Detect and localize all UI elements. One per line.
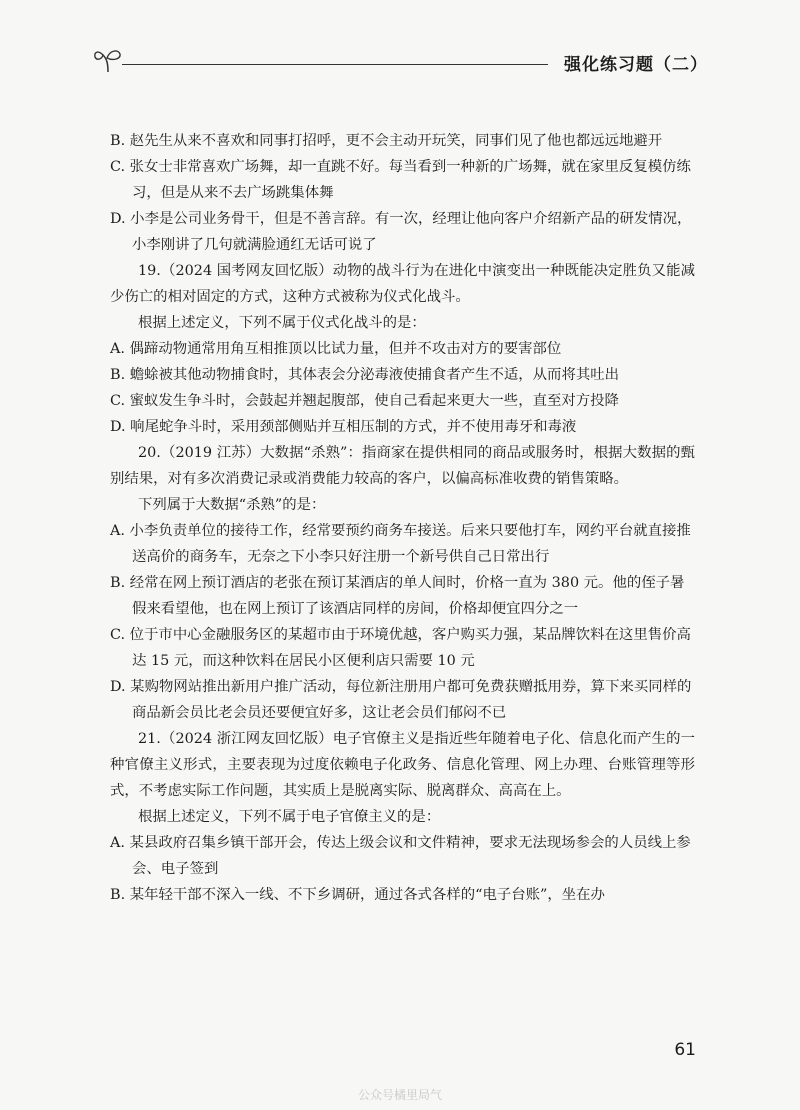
section-title: 强化练习题（二） (564, 55, 708, 75)
answer-option: B. 某年轻干部不深入一线、不下乡调研，通过各式各样的“电子台账”，坐在办 (110, 887, 605, 903)
answer-option: B. 赵先生从来不喜欢和同事打招呼，更不会主动开玩笑，同事们见了他也都远远地避开 (110, 133, 663, 149)
question-paragraph: 根据上述定义，下列不属于仪式化战斗的是： (138, 315, 426, 331)
answer-option: A. 小李负责单位的接待工作，经常要预约商务车接送。后来只要他打车，网约平台就直接推送高价的商务车，无奈之下小李只好注册一个新号供自己日常出行 (110, 523, 691, 565)
answer-option: D. 某购物网站推出新用户推广活动，每位新注册用户都可免费获赠抵用券，算下来买同样的商品新会员比老会员还要便宜好多，这让老会员们郁闷不已 (110, 679, 692, 721)
answer-option: B. 经常在网上预订酒店的老张在预订某酒店的单人间时，价格一直为 380 元。他的侄子暑假来看望他，也在网上预订了该酒店同样的房间，价格却便宜四分之一 (110, 575, 685, 617)
question-paragraph: 下列属于大数据“杀熟”的是： (138, 497, 326, 513)
question-paragraph: 20.（2019 江苏）大数据“杀熟”：指商家在提供相同的商品或服务时，根据大数据的甄别结果，对有多次消费记录或消费能力较高的客户，以偏高标准收费的销售策略。 (110, 445, 695, 487)
watermark: 公众号橘里局气 (357, 1088, 442, 1102)
question-paragraph: 19.（2024 国考网友回忆版）动物的战斗行为在进化中演变出一种既能决定胜负又能减少伤亡的相对固定的方式，这种方式被称为仪式化战斗。 (110, 263, 695, 305)
answer-option: C. 张女士非常喜欢广场舞，却一直跳不好。每当看到一种新的广场舞，就在家里反复模仿练习，但是从来不去广场跳集体舞 (110, 159, 691, 201)
page-body (110, 128, 695, 908)
sprout-icon (92, 46, 126, 74)
header-rule (122, 64, 548, 65)
question-paragraph: 根据上述定义，下列不属于电子官僚主义的是： (138, 809, 441, 825)
page-number: 61 (674, 1040, 696, 1060)
answer-option: A. 某县政府召集乡镇干部开会，传达上级会议和文件精神，要求无法现场参会的人员线上参会、电子签到 (110, 835, 691, 877)
answer-option: C. 蜜蚁发生争斗时，会鼓起并翘起腹部，使自己看起来更大一些，直至对方投降 (110, 393, 619, 409)
answer-option: A. 偶蹄动物通常用角互相推顶以比试力量，但并不攻击对方的要害部位 (110, 341, 562, 357)
page-header (92, 40, 708, 80)
answer-option: B. 蟾蜍被其他动物捕食时，其体表会分泌毒液使捕食者产生不适，从而将其吐出 (110, 367, 620, 383)
answer-option: D. 小李是公司业务骨干，但是不善言辞。有一次，经理让他向客户介绍新产品的研发情况，小李刚讲了几句就满脸通红无话可说了 (110, 211, 692, 253)
answer-option: C. 位于市中心金融服务区的某超市由于环境优越，客户购买力强，某品牌饮料在这里售价高达 15 元，而这种饮料在居民小区便利店只需要 10 元 (110, 627, 691, 669)
answer-option: D. 响尾蛇争斗时，采用颈部侧贴并互相压制的方式，并不使用毒牙和毒液 (110, 419, 577, 435)
question-paragraph: 21.（2024 浙江网友回忆版）电子官僚主义是指近些年随着电子化、信息化而产生的一种官僚主义形式，主要表现为过度依赖电子化政务、信息化管理、网上办理、台账管理等形式，不考虑实际工作问题，其实质上是脱离实际、脱离群众、高高在上。 (110, 731, 695, 799)
